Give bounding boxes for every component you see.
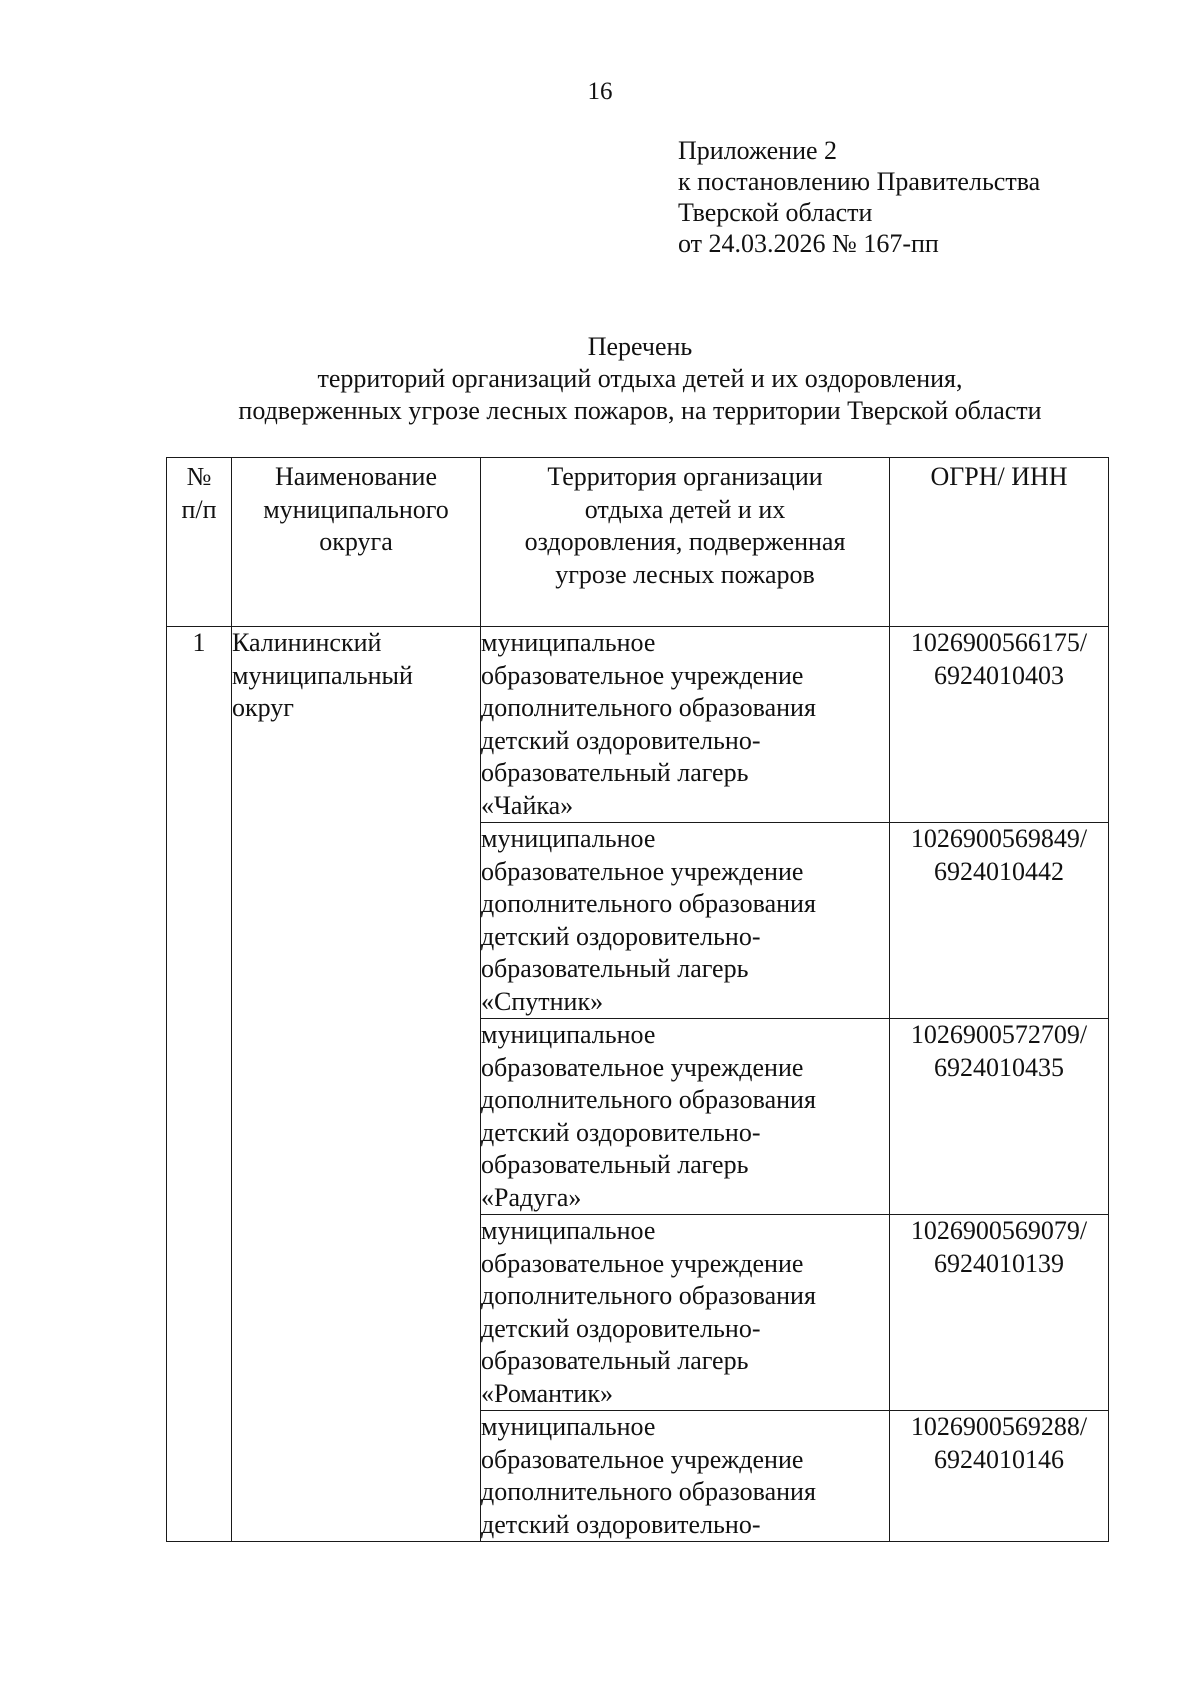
territory-cell xyxy=(481,823,890,1019)
district-cell xyxy=(232,627,481,1542)
territory-line: муниципальное xyxy=(481,1412,656,1441)
header-line: муниципального xyxy=(263,494,449,524)
header-district xyxy=(232,458,481,627)
territory-line: муниципальное xyxy=(481,628,656,657)
header-line: округа xyxy=(319,527,393,556)
ogrn-value: 1026900569849/ xyxy=(910,824,1088,853)
inn-value: 6924010403 xyxy=(934,660,1064,690)
title-line: подверженных угрозе лесных пожаров, на территории Тверской области xyxy=(238,396,1042,425)
annex-block xyxy=(678,135,1040,259)
table-header-row xyxy=(167,458,1109,627)
header-line: оздоровления, подверженная xyxy=(524,527,846,556)
territory-line: дополнительного образования xyxy=(481,1477,816,1506)
territory-line: «Романтик» xyxy=(481,1378,613,1408)
territory-line: детский оздоровительно- xyxy=(481,725,761,755)
territory-line: «Радуга» xyxy=(481,1182,582,1212)
territory-line: «Чайка» xyxy=(481,790,574,820)
territory-line: образовательный лагерь xyxy=(481,954,749,983)
document-title xyxy=(100,331,1180,427)
inn-value: 6924010139 xyxy=(934,1248,1064,1278)
ogrn-inn-cell xyxy=(890,1019,1109,1215)
territories-table xyxy=(166,457,1109,1542)
header-line: Территория организации xyxy=(547,462,823,491)
inn-value: 6924010442 xyxy=(934,856,1064,886)
header-line: Наименование xyxy=(275,462,437,491)
header-line: угрозе лесных пожаров xyxy=(555,559,815,589)
ogrn-value: 1026900569079/ xyxy=(910,1216,1088,1245)
header-line: п/п xyxy=(181,494,217,524)
territory-cell xyxy=(481,627,890,823)
ogrn-inn-cell xyxy=(890,1411,1109,1542)
ogrn-value: 1026900569288/ xyxy=(910,1412,1088,1441)
inn-value: 6924010435 xyxy=(934,1052,1064,1082)
territory-line: образовательное учреждение xyxy=(481,856,804,886)
territory-line: детский оздоровительно- xyxy=(481,1313,761,1343)
territory-line: образовательное учреждение xyxy=(481,660,804,690)
territory-line: образовательное учреждение xyxy=(481,1444,804,1474)
ogrn-value: 1026900572709/ xyxy=(910,1020,1088,1049)
title-line: территорий организаций отдыха детей и их оздоровления, xyxy=(317,364,963,393)
annex-date-number: от 24.03.2026 № 167-пп xyxy=(678,229,939,258)
territory-line: «Спутник» xyxy=(481,986,604,1016)
territory-line: муниципальное xyxy=(481,1020,656,1049)
page-number: 16 xyxy=(587,78,613,105)
territory-line: образовательное учреждение xyxy=(481,1052,804,1082)
row-number-cell xyxy=(167,627,232,1542)
header-line: ОГРН/ ИНН xyxy=(930,462,1068,491)
territory-line: образовательный лагерь xyxy=(481,1150,749,1179)
table-row xyxy=(167,627,1109,823)
district-line: муниципальный xyxy=(232,660,413,690)
ogrn-inn-cell xyxy=(890,1215,1109,1411)
territory-line: муниципальное xyxy=(481,1216,656,1245)
annex-line: Приложение 2 xyxy=(678,136,838,165)
territory-line: детский оздоровительно- xyxy=(481,921,761,951)
territory-line: образовательный лагерь xyxy=(481,1346,749,1375)
territory-line: образовательное учреждение xyxy=(481,1248,804,1278)
territory-cell xyxy=(481,1411,890,1542)
territory-line: дополнительного образования xyxy=(481,889,816,918)
territory-cell xyxy=(481,1215,890,1411)
territory-cell xyxy=(481,1019,890,1215)
ogrn-inn-cell xyxy=(890,823,1109,1019)
district-line: округ xyxy=(232,693,294,722)
header-number xyxy=(167,458,232,627)
annex-line: Тверской области xyxy=(678,198,873,227)
header-territory xyxy=(481,458,890,627)
territory-line: дополнительного образования xyxy=(481,693,816,722)
row-number: 1 xyxy=(192,628,206,657)
header-ogrn-inn xyxy=(890,458,1109,627)
header-line: № xyxy=(186,462,212,491)
inn-value: 6924010146 xyxy=(934,1444,1064,1474)
territory-line: дополнительного образования xyxy=(481,1085,816,1114)
annex-line: к постановлению Правительства xyxy=(678,167,1041,196)
title-heading: Перечень xyxy=(587,332,693,361)
ogrn-value: 1026900566175/ xyxy=(910,628,1088,657)
territory-line: детский оздоровительно- xyxy=(481,1117,761,1147)
territory-line: муниципальное xyxy=(481,824,656,853)
district-line: Калининский xyxy=(232,628,382,657)
territory-line: образовательный лагерь xyxy=(481,758,749,787)
territory-line: дополнительного образования xyxy=(481,1281,816,1310)
territory-line: детский оздоровительно- xyxy=(481,1509,761,1539)
header-line: отдыха детей и их xyxy=(584,494,786,524)
ogrn-inn-cell xyxy=(890,627,1109,823)
